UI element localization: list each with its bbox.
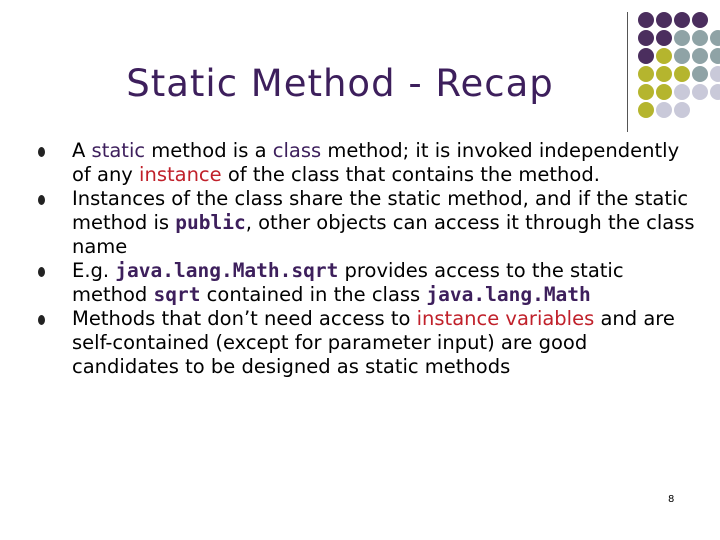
slide-title: Static Method - Recap [126,62,554,105]
bullet-text [72,259,624,306]
code-sqrt: sqrt [153,283,201,306]
decorative-dot [674,84,690,100]
keyword-instance-variables: instance variables [416,307,595,330]
decorative-dot [710,30,720,46]
decorative-dot [656,66,672,82]
decorative-dot [692,48,708,64]
decorative-dot [656,12,672,28]
decorative-dot [674,48,690,64]
keyword-static: static [91,139,146,162]
decorative-dot [656,84,672,100]
bullet-text [72,307,675,378]
decorative-dot [674,66,690,82]
bullet-segment: and are self-contained (except for parameter input) are good candidates to be designed as static methods [72,307,675,378]
bullet-segment: method; it is invoked independently of any [72,139,680,186]
decorative-dot [710,84,720,100]
decorative-dot [638,102,654,118]
decorative-dot [638,66,654,82]
decorative-dot [656,102,672,118]
keyword-instance: instance [139,163,222,186]
decorative-dot [656,48,672,64]
bullet-segment: E.g. [72,259,116,282]
keyword-class: class [272,139,322,162]
decorative-dot [656,30,672,46]
decorative-dot [674,30,690,46]
decorative-dot [692,12,708,28]
bullet-item [38,307,698,379]
bullet-text [72,139,679,186]
title-divider-line [627,12,628,132]
page-number: 8 [668,494,675,505]
bullet-marker [38,147,45,157]
bullet-item [38,139,698,187]
keyword-public: public [175,211,246,234]
code-java-lang-math: java.lang.Math [426,283,591,306]
decorative-dot-grid [638,12,720,122]
decorative-dot [638,48,654,64]
decorative-dot [638,30,654,46]
bullet-marker [38,195,45,205]
decorative-dot [692,84,708,100]
decorative-dot [692,30,708,46]
bullet-segment: of the class that contains the method. [221,163,600,186]
code-java-lang-math-sqrt: java.lang.Math.sqrt [115,259,339,282]
bullet-text [72,187,695,258]
bullet-segment: A [72,139,92,162]
decorative-dot [674,102,690,118]
decorative-dot [638,84,654,100]
decorative-dot [710,66,720,82]
bullet-segment: contained in the class [200,283,427,306]
bullet-segment: , other objects can access it through the class name [72,211,695,258]
decorative-dot [638,12,654,28]
bullet-marker [38,315,45,325]
bullet-item [38,187,698,259]
bullet-list [38,139,698,379]
decorative-dot [710,48,720,64]
decorative-dot [674,12,690,28]
bullet-segment: Methods that don’t need access to [72,307,417,330]
decorative-dot [692,66,708,82]
bullet-item [38,259,698,307]
bullet-segment: Instances of the class share the static method, and if the static method is [72,187,689,234]
bullet-marker [38,267,45,277]
bullet-segment: provides access to the static method [72,259,624,306]
bullet-segment: method is a [145,139,273,162]
